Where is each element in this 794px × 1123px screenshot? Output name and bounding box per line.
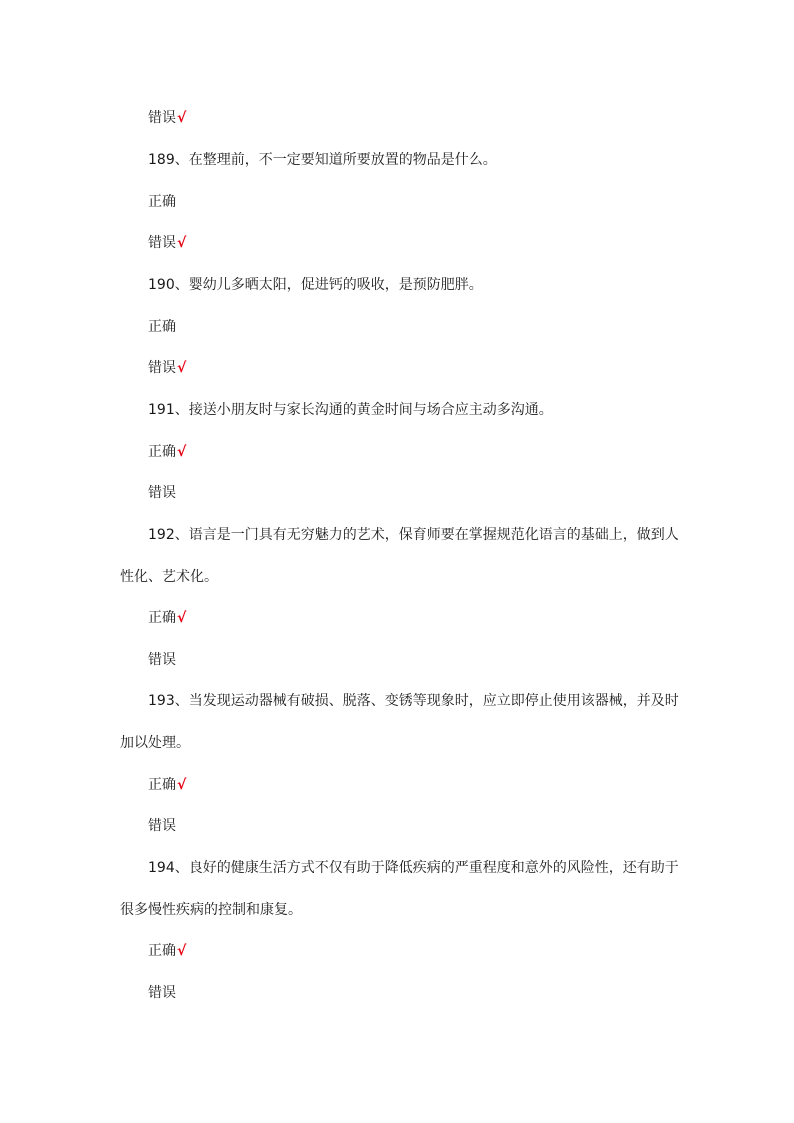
checkmark-icon: √ (177, 777, 187, 793)
question-line: 婴幼儿多晒太阳，促进钙的吸收，是预防肥胖。 (188, 277, 483, 293)
answer-option-text: 错误 (148, 818, 176, 834)
answer-option-true (0, 442, 794, 462)
answer-option-text: 错误 (148, 360, 176, 376)
question-number: 190、 (148, 277, 189, 293)
answer-option-false (0, 816, 794, 836)
question-line: 很多慢性疾病的控制和康复。 (120, 902, 302, 918)
question-text (0, 858, 794, 878)
answer-option-true (0, 941, 794, 961)
question-line: 语言是一门具有无穷魅力的艺术，保育师要在掌握规范化语言的基础上，做到人 (188, 527, 679, 543)
question-line: 接送小朋友时与家长沟通的黄金时间与场合应主动多沟通。 (188, 402, 553, 418)
answer-option-true (0, 775, 794, 795)
question-text (0, 400, 794, 420)
checkmark-icon: √ (177, 943, 187, 959)
answer-option-false (0, 358, 794, 378)
question-number: 189、 (148, 152, 189, 168)
question-text-continued (0, 900, 794, 920)
answer-option-true (0, 317, 794, 337)
answer-option-true (0, 192, 794, 212)
answer-option-text: 错误 (148, 652, 176, 668)
answer-option-text: 错误 (148, 985, 176, 1001)
answer-option-text: 正确 (148, 943, 176, 959)
question-line: 性化、艺术化。 (120, 569, 218, 585)
question-text-continued (0, 733, 794, 753)
question-text (0, 275, 794, 295)
checkmark-icon: √ (177, 444, 187, 460)
answer-option-text: 正确 (148, 444, 176, 460)
answer-option-text: 错误 (148, 235, 176, 251)
answer-option-false (0, 650, 794, 670)
question-text (0, 691, 794, 711)
question-text (0, 525, 794, 545)
answer-option-true (0, 608, 794, 628)
checkmark-icon: √ (177, 235, 187, 251)
question-line: 加以处理。 (120, 735, 190, 751)
question-line: 良好的健康生活方式不仅有助于降低疾病的严重程度和意外的风险性，还有助于 (188, 860, 679, 876)
question-line: 在整理前，不一定要知道所要放置的物品是什么。 (188, 152, 497, 168)
answer-option-false (0, 983, 794, 1003)
question-line: 当发现运动器械有破损、脱落、变锈等现象时，应立即停止使用该器械，并及时 (188, 693, 679, 709)
answer-option-text: 正确 (148, 194, 176, 210)
answer-option-text: 错误 (148, 110, 176, 126)
checkmark-icon: √ (177, 610, 187, 626)
answer-option-false (0, 483, 794, 503)
question-number: 193、 (148, 693, 189, 709)
answer-option-text: 正确 (148, 319, 176, 335)
checkmark-icon: √ (177, 360, 187, 376)
answer-option-false (0, 233, 794, 253)
answer-option-text: 正确 (148, 610, 176, 626)
question-number: 191、 (148, 402, 189, 418)
answer-option-text: 正确 (148, 777, 176, 793)
question-number: 192、 (148, 527, 189, 543)
answer-option-carryover (0, 108, 794, 128)
question-text (0, 150, 794, 170)
checkmark-icon: √ (177, 110, 187, 126)
answer-option-text: 错误 (148, 485, 176, 501)
question-number: 194、 (148, 860, 189, 876)
question-text-continued (0, 567, 794, 587)
